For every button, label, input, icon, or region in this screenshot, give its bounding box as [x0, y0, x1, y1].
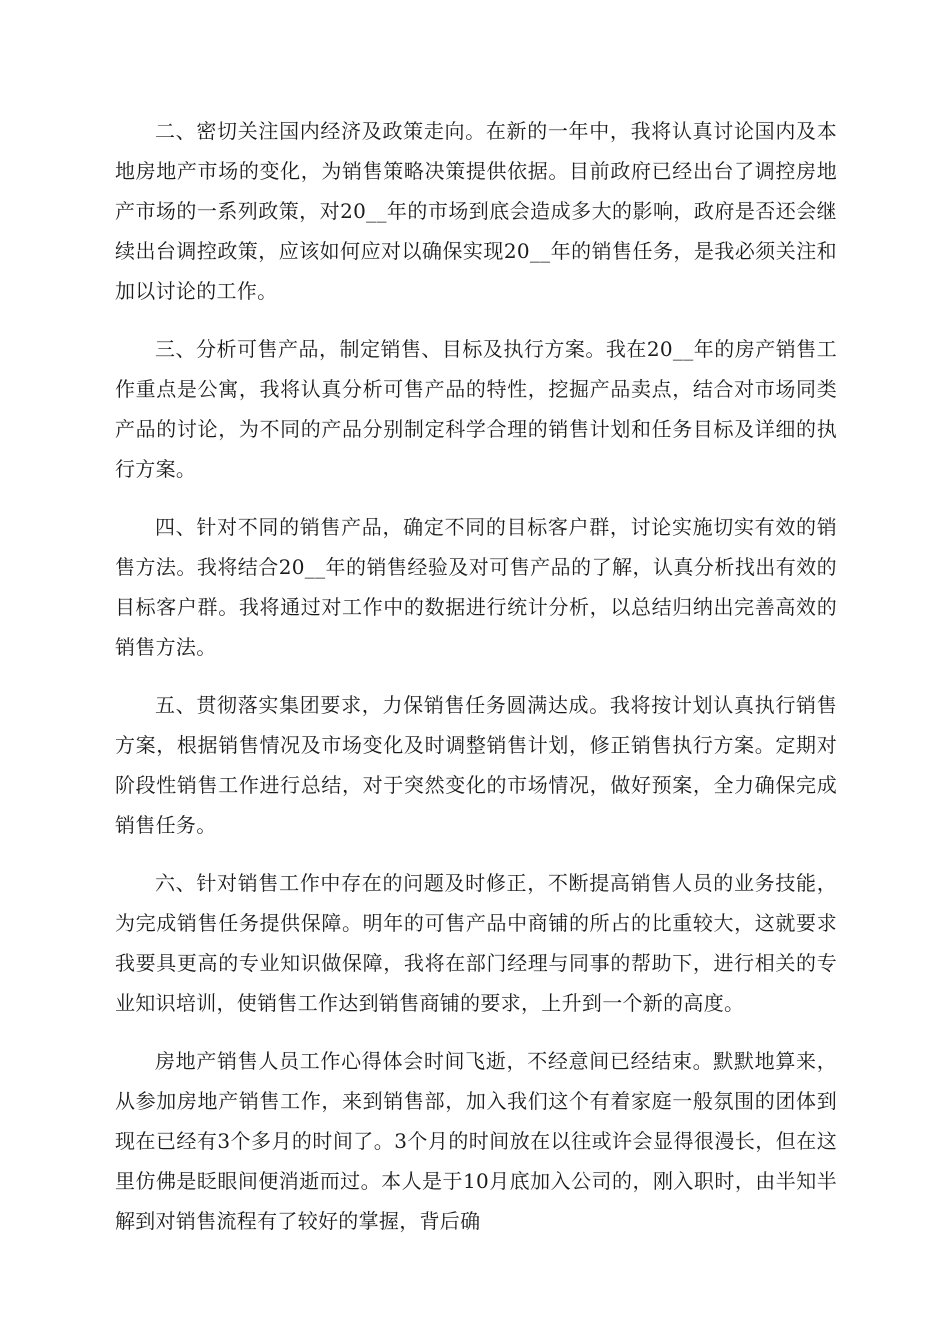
- paragraph-5-group-requirements: 五、贯彻落实集团要求，力保销售任务圆满达成。我将按计划认真执行销售方案，根据销售情况及市场变化及时调整销售计划，修正销售执行方案。定期对阶段性销售工作进行总结，对于突然变化的市场情况，做好预案，全力确保完成销售任务。: [115, 693, 837, 837]
- paragraph-experience-reflection: 房地产销售人员工作心得体会时间飞逝，不经意间已经结束。默默地算来，从参加房地产销售工作，来到销售部，加入我们这个有着家庭一般氛围的团体到现在已经有3个多月的时间了。3个月的时间放在以往或许会显得很漫长，但在这里仿佛是眨眼间便消逝而过。本人是于10月底加入公司的，刚入职时，由半知半解到对销售流程有了较好的掌握，背后确: [115, 1049, 837, 1233]
- paragraph-3-product-analysis: 三、分析可售产品，制定销售、目标及执行方案。我在20__年的房产销售工作重点是公寓，我将认真分析可售产品的特性，挖掘产品卖点，结合对市场同类产品的讨论，为不同的产品分别制定科学合理的销售计划和任务目标及详细的执行方案。: [115, 337, 837, 481]
- paragraph-2-market-policy: 二、密切关注国内经济及政策走向。在新的一年中，我将认真讨论国内及本地房地产市场的变化，为销售策略决策提供依据。目前政府已经出台了调控房地产市场的一系列政策，对20__年的市场到底会造成多大的影响，政府是否还会继续出台调控政策，应该如何应对以确保实现20__年的销售任务，是我必须关注和加以讨论的工作。: [115, 119, 837, 303]
- document-body: [115, 111, 837, 1259]
- paragraph-6-skills-improvement: 六、针对销售工作中存在的问题及时修正，不断提高销售人员的业务技能，为完成销售任务提供保障。明年的可售产品中商铺的所占的比重较大，这就要求我要具更高的专业知识做保障，我将在部门经理与同事的帮助下，进行相关的专业知识培训，使销售工作达到销售商铺的要求，上升到一个新的高度。: [115, 871, 837, 1015]
- paragraph-4-target-customers: 四、针对不同的销售产品，确定不同的目标客户群，讨论实施切实有效的销售方法。我将结合20__年的销售经验及对可售产品的了解，认真分析找出有效的目标客户群。我将通过对工作中的数据进行统计分析，以总结归纳出完善高效的销售方法。: [115, 515, 837, 659]
